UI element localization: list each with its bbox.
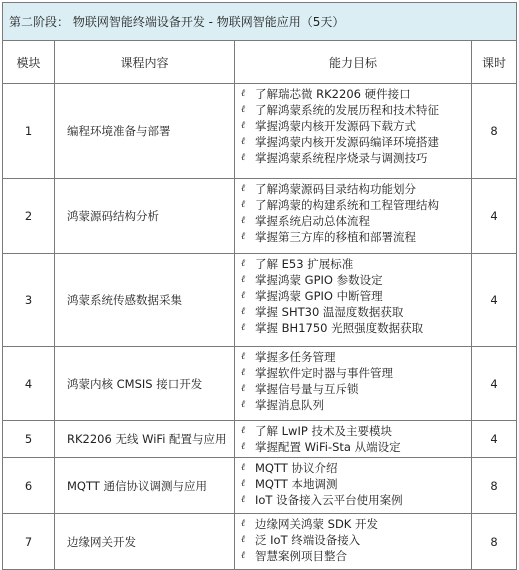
goal-item — [241, 423, 471, 439]
ability-goals — [235, 179, 472, 254]
hours-value: 4 — [472, 347, 517, 421]
goal-item — [241, 272, 471, 288]
goal-text: 了解瑞芯微 RK2206 硬件接口 — [255, 87, 411, 101]
goal-item — [241, 181, 471, 197]
course-content: MQTT 通信协议调测与应用 — [55, 458, 235, 514]
header-hours: 课时 — [472, 41, 517, 84]
ability-goals — [235, 514, 472, 570]
module-number: 6 — [3, 458, 55, 514]
stage-title: 第二阶段： 物联网智能终端设备开发 - 物联网智能应用（5天） — [3, 3, 517, 41]
header-content: 课程内容 — [55, 41, 235, 84]
goal-text: 掌握第三方库的移植和部署流程 — [255, 230, 416, 244]
goal-item — [241, 516, 471, 532]
goal-text: 掌握多任务管理 — [255, 350, 336, 364]
bullet-icon: ℓ — [241, 351, 246, 362]
module-number: 7 — [3, 514, 55, 570]
goal-item — [241, 439, 471, 455]
goal-text: 掌握鸿蒙内核开发源码下载方式 — [255, 119, 416, 133]
goal-text: 智慧案例项目整合 — [255, 549, 347, 563]
goal-item — [241, 492, 471, 508]
goal-text: 掌握鸿蒙 GPIO 参数设定 — [255, 273, 383, 287]
goal-item — [241, 229, 471, 245]
bullet-icon: ℓ — [241, 478, 246, 489]
goal-item — [241, 304, 471, 320]
goal-text: IoT 设备接入云平台使用案例 — [255, 493, 403, 507]
bullet-icon: ℓ — [241, 383, 246, 394]
table-row — [3, 254, 517, 347]
goal-text: 掌握系统启动总体流程 — [255, 214, 370, 228]
goal-text: 掌握配置 WiFi-Sta 从端设定 — [255, 440, 401, 454]
goal-text: MQTT 本地调测 — [255, 477, 338, 491]
goal-item — [241, 102, 471, 118]
bullet-icon: ℓ — [241, 518, 246, 529]
course-content: 鸿蒙内核 CMSIS 接口开发 — [55, 347, 235, 421]
goal-text: 了解鸿蒙的构建系统和工程管理结构 — [255, 198, 439, 212]
bullet-icon: ℓ — [241, 534, 246, 545]
goal-text: 掌握鸿蒙 GPIO 中断管理 — [255, 289, 383, 303]
table-row — [3, 458, 517, 514]
goal-item — [241, 532, 471, 548]
curriculum-table — [2, 2, 517, 570]
goal-item — [241, 397, 471, 413]
bullet-icon: ℓ — [241, 306, 246, 317]
bullet-icon: ℓ — [241, 258, 246, 269]
header-goals: 能力目标 — [235, 41, 472, 84]
bullet-icon: ℓ — [241, 399, 246, 410]
module-number: 3 — [3, 254, 55, 347]
goal-text: 掌握 BH1750 光照强度数据获取 — [255, 321, 424, 335]
goal-item — [241, 197, 471, 213]
hours-value: 8 — [472, 514, 517, 570]
stage-title-row — [3, 3, 517, 41]
goal-text: 掌握 SHT30 温湿度数据获取 — [255, 305, 404, 319]
header-row — [3, 41, 517, 84]
course-content: 编程环境准备与部署 — [55, 84, 235, 179]
bullet-icon: ℓ — [241, 322, 246, 333]
module-number: 2 — [3, 179, 55, 254]
module-number: 4 — [3, 347, 55, 421]
goal-item — [241, 349, 471, 365]
table-row — [3, 347, 517, 421]
goal-text: 掌握软件定时器与事件管理 — [255, 366, 393, 380]
ability-goals — [235, 458, 472, 514]
table-row — [3, 421, 517, 458]
curriculum-table-wrapper — [2, 2, 516, 570]
course-content: RK2206 无线 WiFi 配置与应用 — [55, 421, 235, 458]
goal-item — [241, 476, 471, 492]
bullet-icon: ℓ — [241, 494, 246, 505]
bullet-icon: ℓ — [241, 550, 246, 561]
ability-goals — [235, 254, 472, 347]
goal-item — [241, 256, 471, 272]
goal-item — [241, 365, 471, 381]
goal-item — [241, 86, 471, 102]
goal-item — [241, 118, 471, 134]
goal-text: 掌握鸿蒙系统程序烧录与调测技巧 — [255, 151, 428, 165]
goal-item — [241, 134, 471, 150]
header-module: 模块 — [3, 41, 55, 84]
goal-text: 了解鸿蒙源码目录结构功能划分 — [255, 182, 416, 196]
hours-value: 8 — [472, 84, 517, 179]
bullet-icon: ℓ — [241, 274, 246, 285]
ability-goals — [235, 347, 472, 421]
goal-item — [241, 213, 471, 229]
bullet-icon: ℓ — [241, 104, 246, 115]
ability-goals — [235, 421, 472, 458]
goal-item — [241, 381, 471, 397]
goal-text: 了解 E53 扩展标准 — [255, 257, 354, 271]
goal-text: 掌握消息队列 — [255, 398, 324, 412]
bullet-icon: ℓ — [241, 183, 246, 194]
bullet-icon: ℓ — [241, 215, 246, 226]
bullet-icon: ℓ — [241, 199, 246, 210]
module-number: 1 — [3, 84, 55, 179]
table-row — [3, 179, 517, 254]
module-number: 5 — [3, 421, 55, 458]
hours-value: 8 — [472, 458, 517, 514]
goal-text: 泛 IoT 终端设备接入 — [255, 533, 361, 547]
goal-text: 了解鸿蒙系统的发展历程和技术特征 — [255, 103, 439, 117]
bullet-icon: ℓ — [241, 441, 246, 452]
goal-text: 掌握鸿蒙内核开发源码编译环境搭建 — [255, 135, 439, 149]
bullet-icon: ℓ — [241, 367, 246, 378]
ability-goals — [235, 84, 472, 179]
goal-text: 边缘网关鸿蒙 SDK 开发 — [255, 517, 379, 531]
goal-item — [241, 320, 471, 336]
bullet-icon: ℓ — [241, 290, 246, 301]
hours-value: 4 — [472, 254, 517, 347]
course-content: 鸿蒙系统传感数据采集 — [55, 254, 235, 347]
hours-value: 4 — [472, 179, 517, 254]
hours-value: 4 — [472, 421, 517, 458]
table-row — [3, 84, 517, 179]
bullet-icon: ℓ — [241, 136, 246, 147]
course-content: 鸿蒙源码结构分析 — [55, 179, 235, 254]
goal-text: 了解 LwIP 技术及主要模块 — [255, 424, 392, 438]
goal-text: MQTT 协议介绍 — [255, 461, 338, 475]
goal-item — [241, 460, 471, 476]
goal-item — [241, 288, 471, 304]
course-content: 边缘网关开发 — [55, 514, 235, 570]
bullet-icon: ℓ — [241, 231, 246, 242]
bullet-icon: ℓ — [241, 462, 246, 473]
bullet-icon: ℓ — [241, 425, 246, 436]
goal-item — [241, 150, 471, 166]
bullet-icon: ℓ — [241, 152, 246, 163]
bullet-icon: ℓ — [241, 120, 246, 131]
table-row — [3, 514, 517, 570]
goal-item — [241, 548, 471, 564]
goal-text: 掌握信号量与互斥锁 — [255, 382, 359, 396]
bullet-icon: ℓ — [241, 88, 246, 99]
